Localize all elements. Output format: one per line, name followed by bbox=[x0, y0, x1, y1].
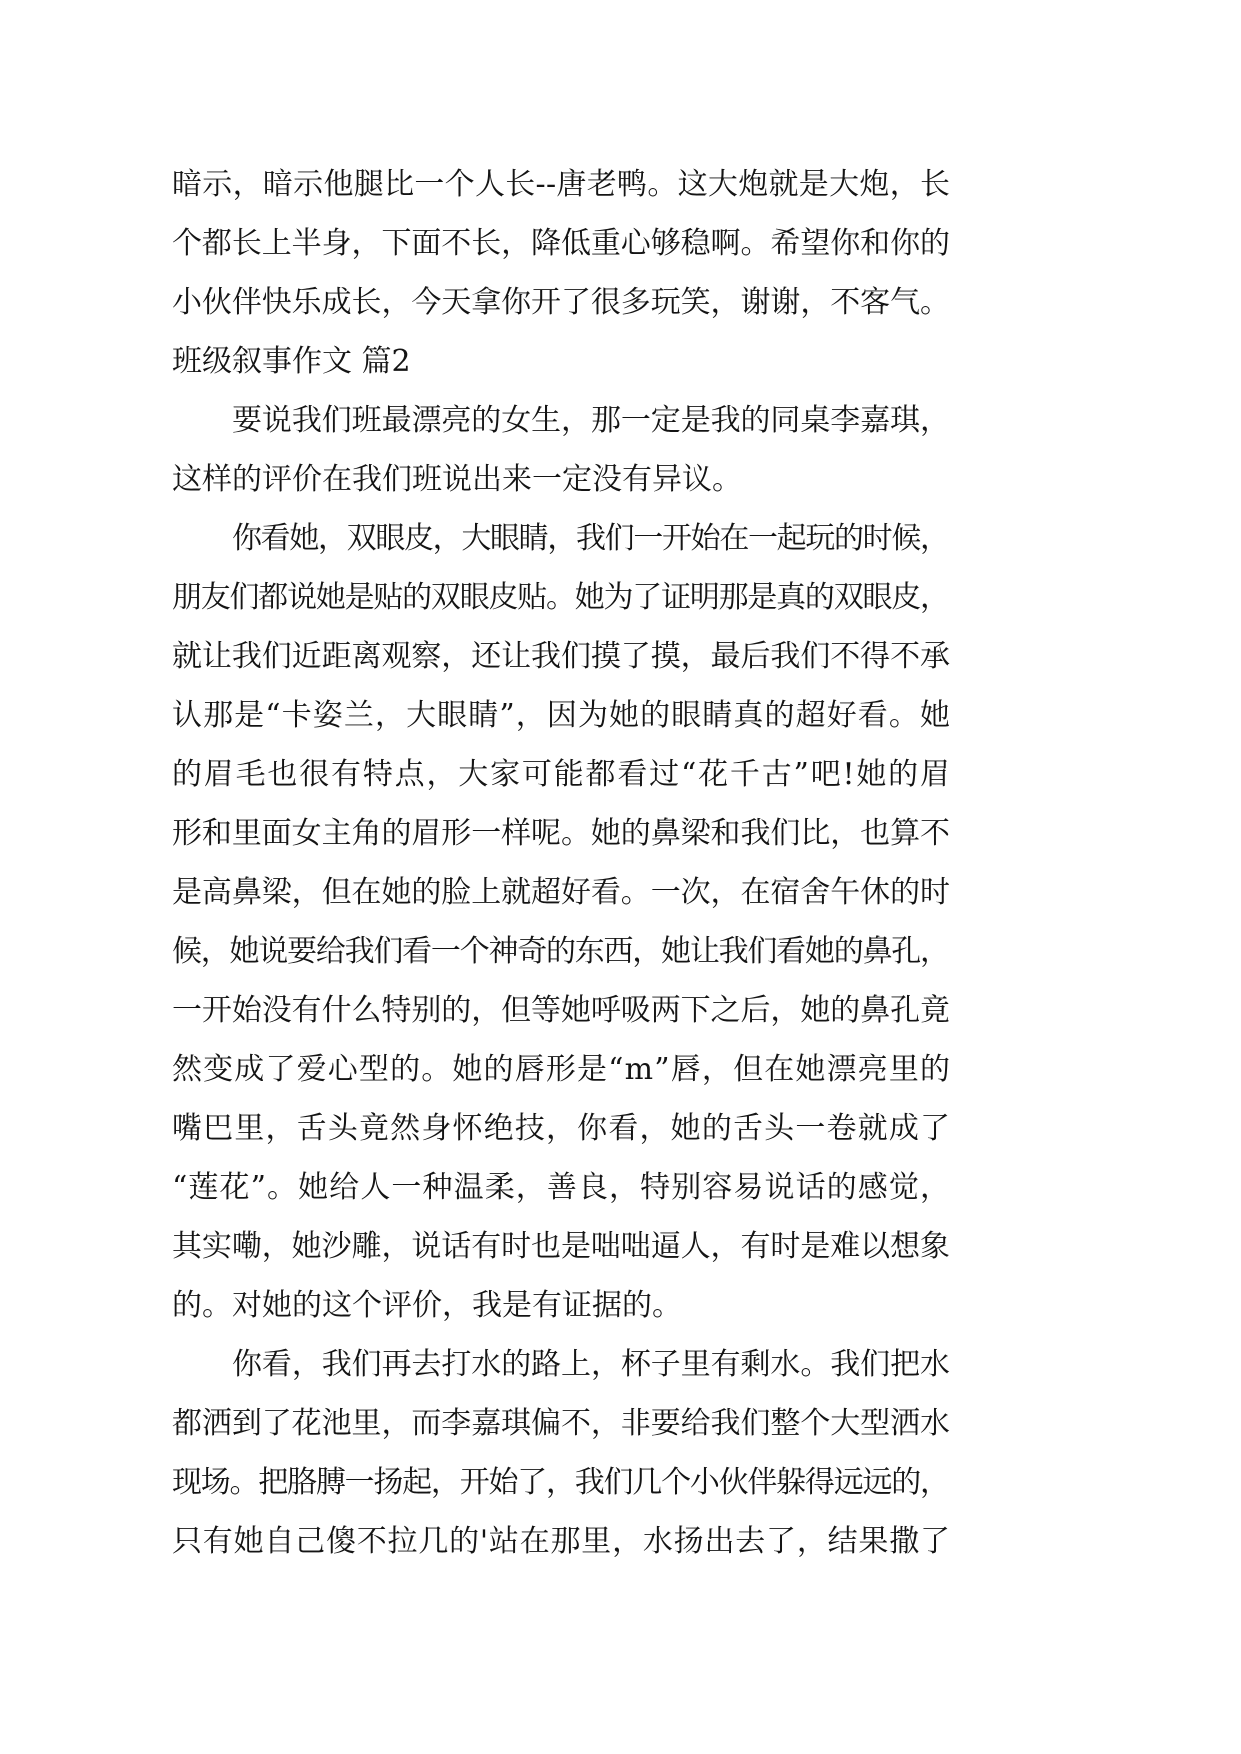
text-line: 你看，我们再去打水的路上，杯子里有剩水。我们把水 bbox=[232, 1347, 950, 1382]
text-block bbox=[172, 155, 950, 1571]
text-line: 其实嘞，她沙雕，说话有时也是咄咄逼人，有时是难以想象 bbox=[172, 1229, 950, 1264]
text-line: 要说我们班最漂亮的女生，那一定是我的同桌李嘉琪， bbox=[232, 403, 950, 438]
section-heading: 班级叙事作文 篇2 bbox=[172, 344, 411, 379]
text-line: 这样的评价在我们班说出来一定没有异议。 bbox=[172, 462, 742, 497]
text-line: 都洒到了花池里，而李嘉琪偏不，非要给我们整个大型洒水 bbox=[172, 1406, 950, 1441]
text-line: 的。对她的这个评价，我是有证据的。 bbox=[172, 1288, 682, 1323]
text-line: 嘴巴里，舌头竟然身怀绝技，你看，她的舌头一卷就成了 bbox=[172, 1111, 952, 1146]
paragraph bbox=[172, 509, 950, 1335]
text-line: 现场。把胳膊一扬起，开始了，我们几个小伙伴躲得远远的， bbox=[172, 1465, 949, 1500]
text-line: 一开始没有什么特别的，但等她呼吸两下之后，她的鼻孔竟 bbox=[172, 993, 950, 1028]
text-line: 认那是“卡姿兰，大眼睛”，因为她的眼睛真的超好看。她 bbox=[172, 698, 952, 733]
continued-paragraph bbox=[172, 155, 950, 332]
text-line: 是高鼻梁，但在她的脸上就超好看。一次，在宿舍午休的时 bbox=[172, 875, 950, 910]
text-line: 你看她，双眼皮，大眼睛，我们一开始在一起玩的时候， bbox=[232, 521, 949, 556]
text-line: 朋友们都说她是贴的双眼皮贴。她为了证明那是真的双眼皮， bbox=[172, 580, 949, 615]
text-line: 就让我们近距离观察，还让我们摸了摸，最后我们不得不承 bbox=[172, 639, 950, 674]
text-line: 只有她自己傻不拉几的'站在那里，水扬出去了，结果撒了 bbox=[172, 1524, 951, 1559]
text-line: 暗示，暗示他腿比一个人长--唐老鸭。这大炮就是大炮，长 bbox=[172, 167, 951, 202]
text-line: 个都长上半身，下面不长，降低重心够稳啊。希望你和你的 bbox=[172, 226, 950, 261]
paragraph bbox=[172, 391, 950, 509]
text-line: 然变成了爱心型的。她的唇形是“m”唇，但在她漂亮里的 bbox=[172, 1052, 952, 1087]
text-line: 形和里面女主角的眉形一样呢。她的鼻梁和我们比，也算不 bbox=[172, 816, 950, 851]
text-line: 候，她说要给我们看一个神奇的东西，她让我们看她的鼻孔， bbox=[172, 934, 949, 969]
text-line: “莲花”。她给人一种温柔，善良，特别容易说话的感觉， bbox=[172, 1170, 952, 1205]
paragraph bbox=[172, 1335, 950, 1571]
text-line: 的眉毛也很有特点，大家可能都看过“花千古”吧!她的眉 bbox=[172, 757, 952, 792]
text-line: 小伙伴快乐成长，今天拿你开了很多玩笑，谢谢，不客气。 bbox=[172, 285, 950, 320]
